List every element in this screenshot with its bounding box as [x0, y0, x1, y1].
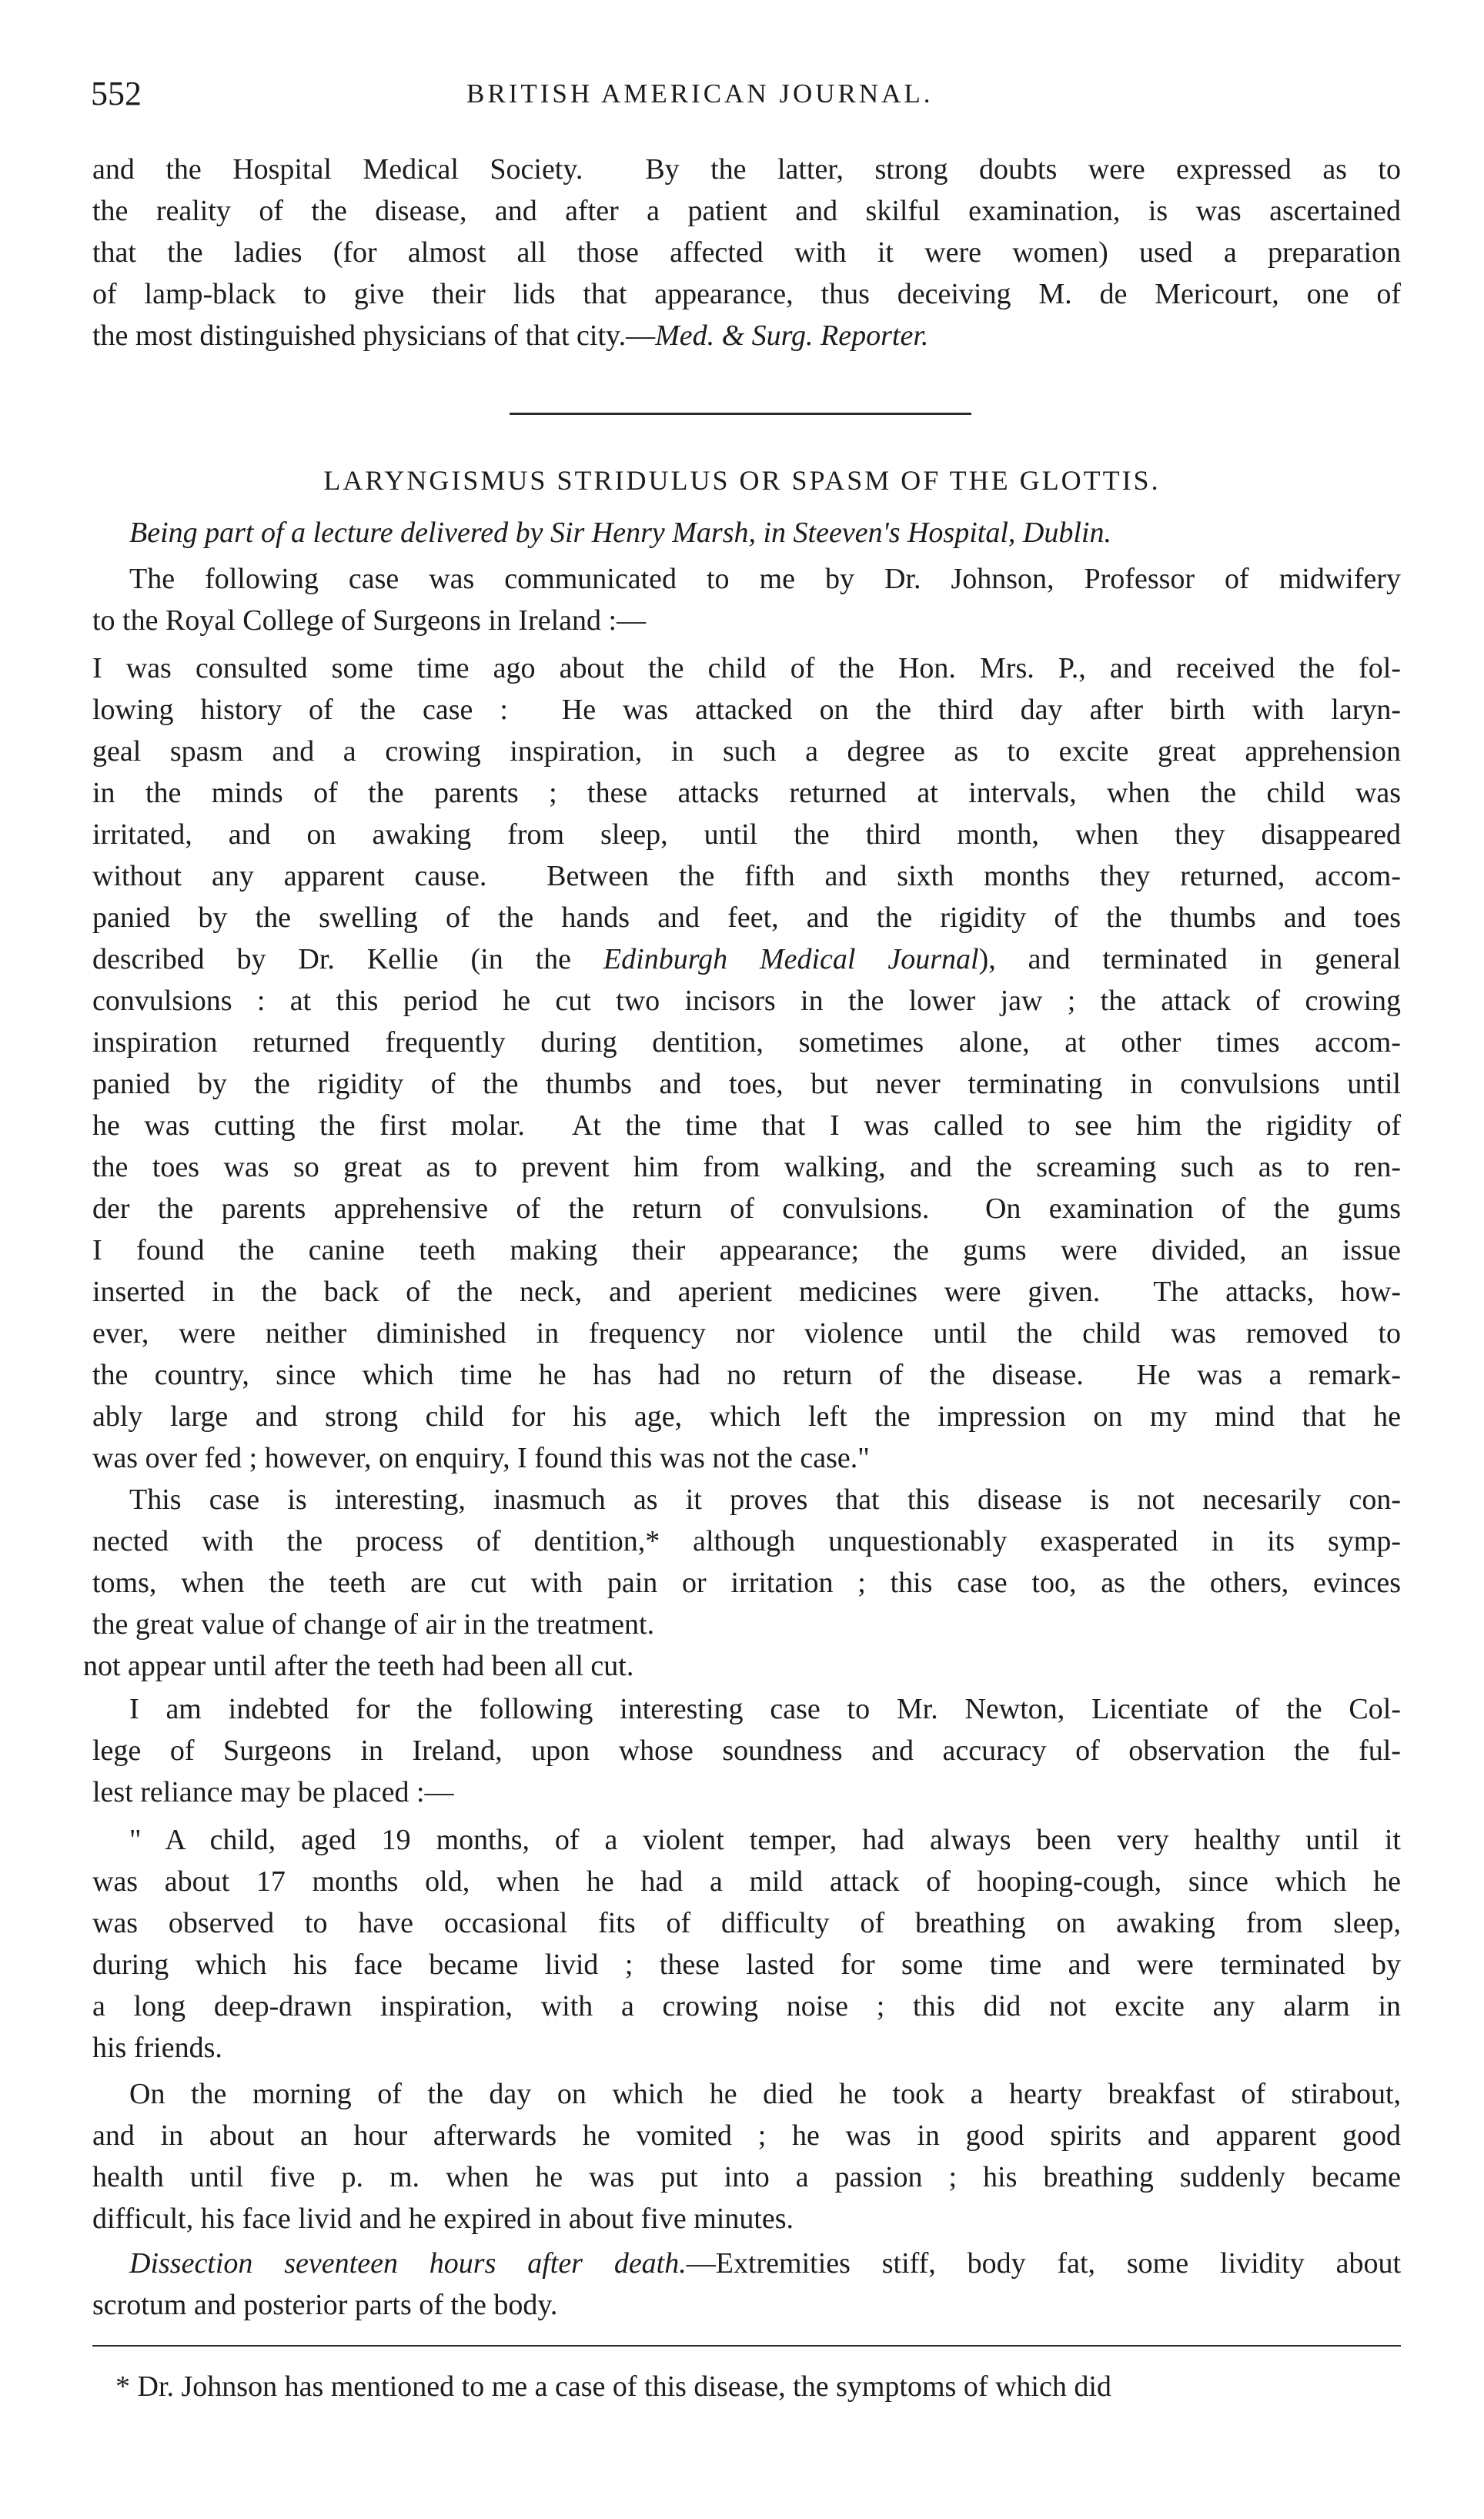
footnote-rule: [92, 2345, 1401, 2347]
body-line: irritated, and on awaking from sleep, until the third month, when they disappeared: [92, 818, 1401, 851]
body-line: geal spasm and a crowing inspiration, in such a degree as to excite great apprehension: [92, 735, 1401, 768]
body-line: and the Hospital Medical Society. By the latter, strong doubts were expressed as to: [92, 153, 1401, 186]
body-line: I found the canine teeth making their appearance; the gums were divided, an issue: [92, 1234, 1401, 1266]
body-line: toms, when the teeth are cut with pain or irritation ; this case too, as the others, evinces: [92, 1567, 1401, 1599]
body-line: was observed to have occasional fits of difficulty of breathing on awaking from sleep,: [92, 1907, 1401, 1939]
body-line: ably large and strong child for his age, which left the impression on my mind that he: [92, 1400, 1401, 1433]
body-line: he was cutting the first molar. At the time that I was called to see him the rigidity of: [92, 1109, 1401, 1142]
body-line: his friends.: [92, 2032, 222, 2064]
body-line: " A child, aged 19 months, of a violent temper, had always been very healthy until it: [129, 1824, 1401, 1856]
body-line: health until five p. m. when he was put into a passion ; his breathing suddenly became: [92, 2161, 1401, 2193]
body-line: a long deep-drawn inspiration, with a crowing noise ; this did not excite any alarm in: [92, 1990, 1401, 2022]
source-citation: Med. & Surg. Reporter.: [655, 319, 929, 352]
body-line: the most distinguished physicians of that city.—Med. & Surg. Reporter.: [92, 319, 929, 352]
body-line: der the parents apprehensive of the return of convulsions. On examination of the gums: [92, 1193, 1401, 1225]
body-line: I was consulted some time ago about the child of the Hon. Mrs. P., and received the fol-: [92, 652, 1401, 684]
body-line: to the Royal College of Surgeons in Ireland :—: [92, 604, 647, 637]
body-line: scrotum and posterior parts of the body.: [92, 2289, 558, 2321]
body-line: ever, were neither diminished in frequency nor violence until the child was removed to: [92, 1317, 1401, 1350]
body-line: and in about an hour afterwards he vomited ; he was in good spirits and apparent good: [92, 2119, 1401, 2152]
running-head: [91, 74, 1399, 120]
article-subtitle: Being part of a lecture delivered by Sir Henry Marsh, in Steeven's Hospital, Dublin.: [129, 517, 1111, 549]
body-line: I am indebted for the following interesting case to Mr. Newton, Licentiate of the Col-: [129, 1693, 1401, 1725]
body-line: convulsions : at this period he cut two incisors in the lower jaw ; the attack of crowing: [92, 985, 1401, 1017]
body-line: inserted in the back of the neck, and aperient medicines were given. The attacks, how-: [92, 1276, 1401, 1308]
dissection-label: Dissection seventeen hours after death.: [129, 2247, 687, 2280]
body-line: lest reliance may be placed :—: [92, 1776, 454, 1808]
body-line: panied by the swelling of the hands and feet, and the rigidity of the thumbs and toes: [92, 902, 1401, 934]
body-line: the toes was so great as to prevent him from walking, and the screaming such as to ren-: [92, 1151, 1401, 1183]
journal-title: BRITISH AMERICAN JOURNAL.: [466, 79, 934, 109]
footnote-continuation: not appear until after the teeth had been all cut.: [83, 1650, 634, 1682]
body-line: of lamp-black to give their lids that appearance, thus deceiving M. de Mericourt, one of: [92, 278, 1401, 310]
section-divider: [510, 413, 971, 415]
footnote: * Dr. Johnson has mentioned to me a case of this disease, the symptoms of which did: [115, 2370, 1111, 2403]
body-line: nected with the process of dentition,* although unquestionably exasperated in its symp-: [92, 1525, 1401, 1557]
body-line: Dissection seventeen hours after death.—Extremities stiff, body fat, some lividity about: [129, 2247, 1402, 2280]
body-line: This case is interesting, inasmuch as it proves that this disease is not necesarily con-: [129, 1484, 1401, 1516]
body-line: was about 17 months old, when he had a mild attack of hooping-cough, since which he: [92, 1865, 1401, 1898]
body-line: that the ladies (for almost all those affected with it were women) used a preparation: [92, 236, 1401, 269]
body-line: The following case was communicated to me by Dr. Johnson, Professor of midwifery: [129, 563, 1401, 595]
body-line: panied by the rigidity of the thumbs and toes, but never terminating in convulsions until: [92, 1068, 1401, 1100]
article-title: LARYNGISMUS STRIDULUS OR SPASM OF THE GLOTTIS.: [323, 465, 1161, 496]
body-line: the country, since which time he has had no return of the disease. He was a remark-: [92, 1359, 1401, 1391]
body-line: in the minds of the parents ; these attacks returned at intervals, when the child was: [92, 777, 1401, 809]
page-number: 552: [91, 75, 142, 112]
body-line: On the morning of the day on which he died he took a hearty breakfast of stirabout,: [129, 2078, 1401, 2110]
body-line: difficult, his face livid and he expired in about five minutes.: [92, 2203, 794, 2235]
body-line: lowing history of the case : He was attacked on the third day after birth with laryn-: [92, 694, 1401, 726]
body-line: lege of Surgeons in Ireland, upon whose soundness and accuracy of observation the ful-: [92, 1735, 1401, 1767]
journal-reference: Edinburgh Medical Journal: [603, 943, 979, 975]
body-line: the reality of the disease, and after a patient and skilful examination, is was ascertained: [92, 195, 1401, 227]
body-line: without any apparent cause. Between the fifth and sixth months they returned, accom-: [92, 860, 1401, 892]
body-line: described by Dr. Kellie (in the Edinburgh Medical Journal), and terminated in general: [92, 943, 1401, 975]
body-line: was over fed ; however, on enquiry, I found this was not the case.": [92, 1442, 870, 1474]
body-line: the great value of change of air in the treatment.: [92, 1608, 655, 1641]
body-line: during which his face became livid ; these lasted for some time and were terminated by: [92, 1949, 1401, 1981]
body-line: inspiration returned frequently during dentition, sometimes alone, at other times accom-: [92, 1026, 1401, 1059]
